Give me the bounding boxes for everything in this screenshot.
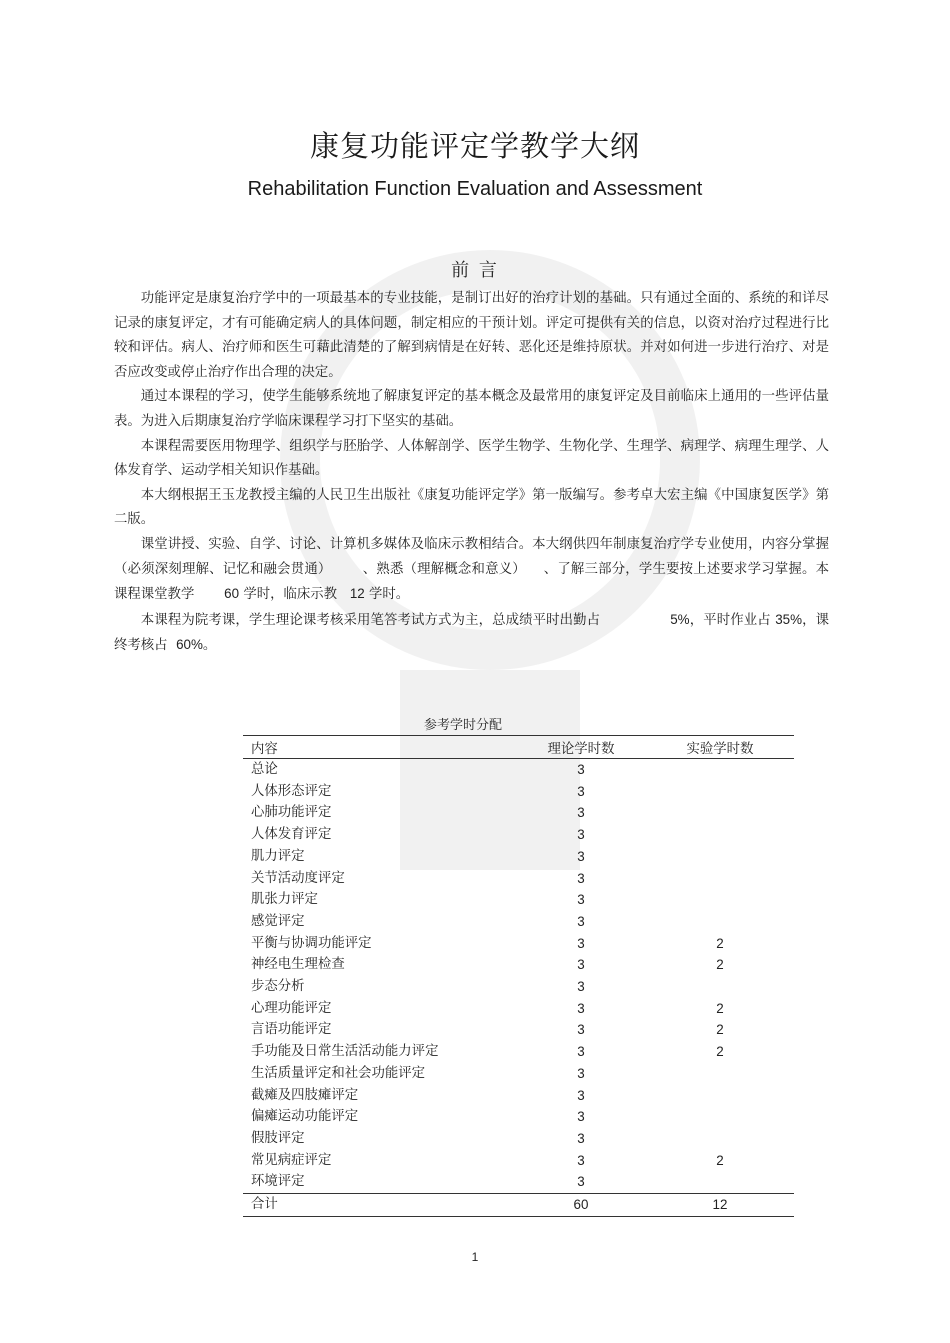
final-exam-percent: 60% — [176, 637, 203, 653]
row-theory-hours: 3 — [577, 1022, 585, 1038]
table-row — [243, 846, 794, 868]
row-lab-hours: 2 — [716, 957, 724, 973]
header-content: 内容 — [243, 736, 516, 759]
page-number: 1 — [471, 1250, 479, 1264]
row-lab-hours — [646, 1106, 794, 1128]
row-content: 常见病症评定 — [251, 1152, 332, 1168]
table-header-row — [243, 736, 794, 759]
row-content: 人体发育评定 — [251, 827, 332, 843]
paragraph-4: 本大纲根据王玉龙教授主编的人民卫生出版社《康复功能评定学》第一版编写。参考卓大宏主编《中国康复医学》第二版。 — [114, 487, 829, 528]
document-subtitle-english: Rehabilitation Function Evaluation and Assessment — [247, 178, 703, 200]
row-lab-hours: 2 — [716, 1022, 724, 1038]
table-row — [243, 1150, 794, 1172]
row-theory-hours: 3 — [577, 870, 585, 886]
row-lab-hours — [646, 1085, 794, 1107]
table-row — [243, 824, 794, 846]
row-lab-hours — [646, 802, 794, 824]
table-row — [243, 759, 794, 781]
row-theory-hours: 3 — [577, 957, 585, 973]
table-row — [243, 1019, 794, 1041]
paragraph-5: 课堂讲授、实验、自学、讨论、计算机多媒体及临床示教相结合。本大纲供四年制康复治疗学专业使用，内容分掌握（必须深刻理解、记忆和融会贯通） 、熟悉（理解概念和意义） 、了解三部分，学生要按上述要求学习掌握。本课程课堂教学 60 学时，临床示教 12 学时。 — [114, 536, 830, 603]
row-lab-hours: 2 — [716, 1152, 724, 1168]
row-content: 人体形态评定 — [251, 783, 332, 799]
row-theory-hours: 3 — [577, 1109, 585, 1125]
table-row — [243, 781, 794, 803]
row-theory-hours: 3 — [577, 805, 585, 821]
row-theory-hours: 3 — [577, 1174, 585, 1190]
hours-table — [243, 735, 794, 1217]
row-content: 截瘫及四肢瘫评定 — [251, 1087, 359, 1103]
row-theory-hours: 3 — [577, 913, 585, 929]
row-content: 肌张力评定 — [251, 892, 318, 908]
table-caption: 参考学时分配 — [423, 718, 502, 733]
row-theory-hours: 3 — [577, 1044, 585, 1060]
row-content: 心肺功能评定 — [251, 805, 332, 821]
table-row — [243, 1106, 794, 1128]
row-content: 言语功能评定 — [251, 1022, 332, 1038]
row-lab-hours — [646, 1171, 794, 1193]
row-content: 平衡与协调功能评定 — [251, 935, 372, 951]
table-row — [243, 1063, 794, 1085]
row-lab-hours — [646, 781, 794, 803]
row-theory-hours: 3 — [577, 979, 585, 995]
row-theory-hours: 3 — [577, 762, 585, 777]
row-theory-hours: 3 — [577, 1130, 585, 1146]
row-theory-hours: 3 — [577, 1152, 585, 1168]
header-theory-hours: 理论学时数 — [516, 736, 646, 759]
theory-hours: 60 — [224, 586, 240, 602]
table-row — [243, 1085, 794, 1107]
total-lab-hours: 12 — [646, 1194, 794, 1217]
row-content: 偏瘫运动功能评定 — [251, 1109, 359, 1125]
row-content: 感觉评定 — [251, 913, 305, 929]
table-row — [243, 1171, 794, 1193]
header-lab-hours: 实验学时数 — [646, 736, 794, 759]
row-theory-hours: 3 — [577, 892, 585, 908]
row-lab-hours — [646, 868, 794, 890]
table-row — [243, 933, 794, 955]
paragraph-6: 本课程为院考课，学生理论课考核采用笔答考试方式为主，总成绩平时出勤占 5%，平时作业占 35%，课终考核占 60%。 — [114, 611, 830, 654]
table-row — [243, 954, 794, 976]
total-row — [243, 1194, 794, 1217]
row-lab-hours — [646, 911, 794, 933]
table-row — [243, 1128, 794, 1150]
row-lab-hours: 2 — [716, 1000, 724, 1016]
table-row — [243, 976, 794, 998]
row-content: 神经电生理检查 — [251, 957, 345, 973]
total-label: 合计 — [243, 1194, 516, 1217]
preface-body — [114, 287, 829, 659]
row-theory-hours: 3 — [577, 848, 585, 864]
row-lab-hours — [646, 889, 794, 911]
paragraph-2: 通过本课程的学习，使学生能够系统地了解康复评定的基本概念及最常用的康复评定及目前临床上通用的一些评估量表。为进入后期康复治疗学临床课程学习打下坚实的基础。 — [114, 389, 829, 429]
document-title: 康复功能评定学教学大纲 — [309, 129, 640, 163]
row-content: 关节活动度评定 — [251, 870, 345, 886]
row-lab-hours — [646, 1128, 794, 1150]
row-lab-hours — [646, 759, 794, 781]
row-lab-hours: 2 — [716, 935, 724, 951]
row-lab-hours: 2 — [716, 1044, 724, 1060]
table-row — [243, 868, 794, 890]
preface-heading: 前 言 — [451, 260, 499, 281]
clinical-hours: 12 — [349, 586, 365, 602]
row-content: 步态分析 — [251, 979, 305, 995]
total-theory-hours: 60 — [516, 1194, 646, 1217]
row-lab-hours — [646, 1063, 794, 1085]
homework-percent: 35% — [775, 611, 802, 627]
paragraph-1: 功能评定是康复治疗学中的一项最基本的专业技能，是制订出好的治疗计划的基础。只有通过全面的、系统的和详尽记录的康复评定，才有可能确定病人的具体问题，制定相应的干预计划。评定可提供有关的信息，以资对治疗过程进行比较和评估。病人、治疗师和医生可藉此清楚的了解到病情是在好转、恶化还是维持原状。并对如何进一步进行治疗、对是否应改变或停止治疗作出合理的决定。 — [114, 291, 829, 380]
row-theory-hours: 3 — [577, 783, 585, 799]
row-content: 环境评定 — [251, 1174, 305, 1190]
row-theory-hours: 3 — [577, 827, 585, 843]
row-content: 总论 — [251, 762, 278, 777]
row-theory-hours: 3 — [577, 1087, 585, 1103]
attendance-percent: 5% — [670, 611, 690, 627]
row-content: 肌力评定 — [251, 848, 305, 864]
row-lab-hours — [646, 824, 794, 846]
table-row — [243, 998, 794, 1020]
row-theory-hours: 3 — [577, 1065, 585, 1081]
row-theory-hours: 3 — [577, 1000, 585, 1016]
table-row — [243, 911, 794, 933]
table-row — [243, 802, 794, 824]
row-lab-hours — [646, 976, 794, 998]
table-row — [243, 1041, 794, 1063]
table-row — [243, 889, 794, 911]
row-content: 手功能及日常生活活动能力评定 — [251, 1044, 439, 1060]
row-content: 假肢评定 — [251, 1130, 305, 1146]
row-content: 生活质量评定和社会功能评定 — [251, 1065, 426, 1081]
row-lab-hours — [646, 846, 794, 868]
row-theory-hours: 3 — [577, 935, 585, 951]
paragraph-3: 本课程需要医用物理学、组织学与胚胎学、人体解剖学、医学生物学、生物化学、生理学、病理学、病理生理学、人体发育学、运动学相关知识作基础。 — [114, 438, 829, 479]
row-content: 心理功能评定 — [251, 1000, 332, 1016]
